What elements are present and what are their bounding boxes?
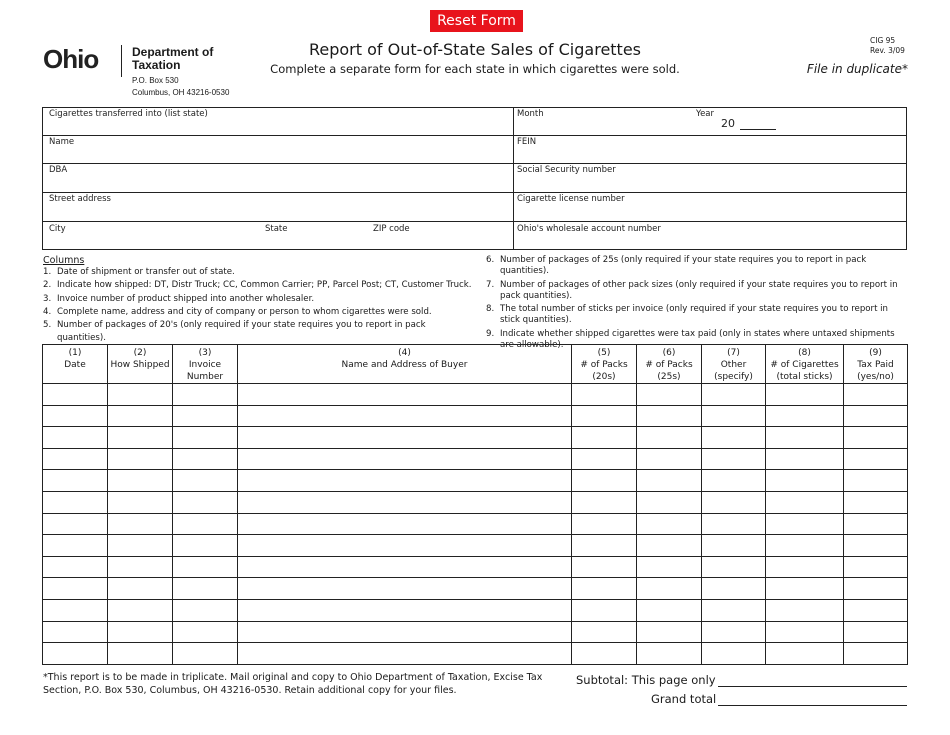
legend-item-number: 8.: [486, 304, 495, 315]
table-cell-input[interactable]: [766, 491, 844, 513]
duplicate-note: File in duplicate*: [806, 62, 908, 76]
table-row: [43, 470, 908, 492]
table-cell-input[interactable]: [766, 621, 844, 643]
table-cell-input[interactable]: [572, 578, 637, 600]
table-row: [43, 578, 908, 600]
table-cell-input[interactable]: [702, 491, 766, 513]
logo-divider: [121, 45, 122, 77]
department-name: [132, 46, 213, 72]
table-cell-input[interactable]: [702, 470, 766, 492]
column-number: (4): [398, 348, 411, 358]
field-year-label: Year: [696, 109, 714, 119]
column-label: # of Packs (20s): [580, 360, 628, 382]
legend-item: [43, 266, 473, 279]
field-ssn[interactable]: Social Security number: [517, 165, 616, 175]
table-cell-input[interactable]: [238, 643, 572, 665]
field-transferred-into[interactable]: Cigarettes transferred into (list state): [49, 109, 208, 119]
address-line1: P.O. Box 530: [132, 76, 179, 85]
table-cell-input[interactable]: [844, 491, 908, 513]
table-cell-input[interactable]: [572, 535, 637, 557]
column-header: [844, 345, 908, 384]
table-cell-input[interactable]: [108, 491, 173, 513]
columns-legend-left: [43, 266, 473, 346]
legend-item: [486, 304, 908, 327]
table-cell-input[interactable]: [43, 384, 108, 406]
table-cell-input[interactable]: [108, 513, 173, 535]
table-cell-input[interactable]: [173, 578, 238, 600]
table-cell-input[interactable]: [572, 448, 637, 470]
column-header: [108, 345, 173, 384]
table-cell-input[interactable]: [572, 405, 637, 427]
form-code: CIG 95: [870, 36, 896, 45]
table-cell-input[interactable]: [702, 599, 766, 621]
table-row: [43, 448, 908, 470]
table-cell-input[interactable]: [766, 599, 844, 621]
legend-item: [486, 280, 908, 303]
table-cell-input[interactable]: [637, 513, 702, 535]
column-label: Tax Paid (yes/no): [857, 360, 894, 382]
table-row: [43, 427, 908, 449]
table-cell-input[interactable]: [844, 535, 908, 557]
table-row: [43, 643, 908, 665]
table-cell-input[interactable]: [844, 384, 908, 406]
table-cell-input[interactable]: [108, 535, 173, 557]
legend-item-text: Number of packages of 20's (only required if your state requires you to report in pack quantities).: [57, 320, 426, 344]
table-cell-input[interactable]: [637, 621, 702, 643]
column-number: (1): [68, 348, 82, 358]
table-cell-input[interactable]: [844, 405, 908, 427]
legend-item: [486, 255, 908, 278]
legend-item-text: Invoice number of product shipped into another wholesaler.: [57, 293, 315, 304]
table-cell-input[interactable]: [173, 513, 238, 535]
table-cell-input[interactable]: [173, 556, 238, 578]
table-cell-input[interactable]: [572, 427, 637, 449]
table-cell-input[interactable]: [238, 470, 572, 492]
column-header: [238, 345, 572, 384]
column-label: # of Cigarettes (total sticks): [770, 360, 839, 382]
table-cell-input[interactable]: [108, 384, 173, 406]
field-wholesale-account[interactable]: Ohio's wholesale account number: [517, 224, 661, 234]
legend-item-text: Complete name, address and city of company or person to whom cigarettes were sold.: [57, 306, 432, 317]
table-cell-input[interactable]: [572, 643, 637, 665]
table-row: [43, 405, 908, 427]
table-cell-input[interactable]: [766, 384, 844, 406]
column-number: (5): [597, 348, 611, 358]
table-cell-input[interactable]: [173, 448, 238, 470]
legend-item: [43, 319, 473, 346]
table-cell-input[interactable]: [766, 535, 844, 557]
table-cell-input[interactable]: [43, 427, 108, 449]
legend-item-number: 3.: [43, 293, 52, 304]
legend-item-number: 6.: [486, 255, 495, 265]
field-street-address[interactable]: Street address: [49, 194, 111, 204]
table-cell-input[interactable]: [108, 427, 173, 449]
table-cell-input[interactable]: [173, 470, 238, 492]
table-cell-input[interactable]: [766, 578, 844, 600]
column-number: (7): [727, 348, 740, 358]
column-number: (6): [662, 348, 676, 358]
field-year-input[interactable]: [740, 129, 776, 130]
field-state[interactable]: State: [265, 224, 288, 234]
table-row: [43, 513, 908, 535]
field-license-number[interactable]: Cigarette license number: [517, 194, 625, 204]
table-cell-input[interactable]: [108, 448, 173, 470]
table-row: [43, 599, 908, 621]
table-cell-input[interactable]: [173, 599, 238, 621]
table-cell-input[interactable]: [637, 405, 702, 427]
table-cell-input[interactable]: [766, 643, 844, 665]
dept-line1: Department of: [132, 45, 214, 59]
table-cell-input[interactable]: [572, 470, 637, 492]
table-cell-input[interactable]: [238, 384, 572, 406]
table-cell-input[interactable]: [173, 643, 238, 665]
column-number: (9): [869, 348, 882, 358]
table-cell-input[interactable]: [43, 470, 108, 492]
column-number: (8): [798, 348, 811, 358]
triplicate-note: *This report is to be made in triplicate. Mail original and copy to Ohio Department of Taxation, Excise Tax Section, P.O. Box 530, Columbus, OH 43216-0530. Retain additional copy for your files.: [43, 672, 543, 696]
legend-item: [43, 306, 473, 319]
field-name[interactable]: Name: [49, 137, 75, 147]
table-cell-input[interactable]: [173, 384, 238, 406]
table-cell-input[interactable]: [637, 556, 702, 578]
table-cell-input[interactable]: [572, 384, 637, 406]
ohio-logo: Ohio: [43, 44, 99, 74]
table-cell-input[interactable]: [844, 556, 908, 578]
table-cell-input[interactable]: [238, 405, 572, 427]
table-cell-input[interactable]: [702, 448, 766, 470]
columns-legend-right: [486, 255, 908, 353]
field-month[interactable]: Month: [517, 109, 544, 119]
legend-item: [43, 293, 473, 306]
field-zip[interactable]: ZIP code: [373, 224, 410, 234]
table-cell-input[interactable]: [637, 470, 702, 492]
table-cell-input[interactable]: [702, 405, 766, 427]
table-cell-input[interactable]: [108, 621, 173, 643]
legend-item-text: The total number of sticks per invoice (only required if your state requires you to report in stick quantities).: [500, 304, 889, 326]
table-cell-input[interactable]: [844, 448, 908, 470]
table-cell-input[interactable]: [637, 599, 702, 621]
table-cell-input[interactable]: [572, 556, 637, 578]
table-cell-input[interactable]: [702, 643, 766, 665]
legend-item-text: Indicate whether shipped cigarettes were tax paid (only in states where untaxed shipments are allowable).: [500, 328, 895, 351]
column-label: # of Packs (25s): [645, 360, 693, 382]
column-label: Date: [64, 360, 86, 370]
table-cell-input[interactable]: [43, 491, 108, 513]
table-cell-input[interactable]: [702, 513, 766, 535]
legend-item-number: 4.: [43, 306, 52, 317]
table-cell-input[interactable]: [637, 427, 702, 449]
sales-table: [42, 344, 908, 665]
legend-item-number: 5.: [43, 320, 52, 331]
grand-total-input[interactable]: [718, 705, 907, 706]
table-cell-input[interactable]: [108, 556, 173, 578]
table-cell-input[interactable]: [238, 448, 572, 470]
table-cell-input[interactable]: [637, 643, 702, 665]
column-header: [43, 345, 108, 384]
field-year-prefix: 20: [721, 117, 735, 130]
table-cell-input[interactable]: [766, 448, 844, 470]
table-cell-input[interactable]: [108, 578, 173, 600]
reset-form-button[interactable]: Reset Form: [430, 10, 523, 32]
table-cell-input[interactable]: [43, 578, 108, 600]
column-header: [173, 345, 238, 384]
table-cell-input[interactable]: [173, 491, 238, 513]
column-number: (2): [133, 348, 147, 358]
table-cell-input[interactable]: [702, 535, 766, 557]
table-cell-input[interactable]: [238, 621, 572, 643]
form-subtitle: Complete a separate form for each state in which cigarettes were sold.: [270, 62, 680, 76]
field-city[interactable]: City: [49, 224, 66, 234]
agency-address: [132, 75, 229, 99]
legend-item-text: Number of packages of 25s (only required if your state requires you to report in pack quantities).: [500, 255, 867, 277]
table-cell-input[interactable]: [702, 427, 766, 449]
table-cell-input[interactable]: [173, 427, 238, 449]
table-row: [43, 491, 908, 513]
table-cell-input[interactable]: [766, 405, 844, 427]
form-title: Report of Out-of-State Sales of Cigarettes: [308, 40, 642, 59]
table-row: [43, 384, 908, 406]
table-cell-input[interactable]: [637, 448, 702, 470]
table-cell-input[interactable]: [766, 556, 844, 578]
legend-item-text: Date of shipment or transfer out of state.: [57, 267, 235, 277]
table-cell-input[interactable]: [844, 599, 908, 621]
table-cell-input[interactable]: [572, 621, 637, 643]
grand-total-label: Grand total: [651, 692, 717, 706]
form-number: [870, 36, 905, 56]
table-cell-input[interactable]: [572, 491, 637, 513]
table-row: [43, 621, 908, 643]
table-cell-input[interactable]: [766, 513, 844, 535]
field-dba[interactable]: DBA: [49, 165, 68, 175]
table-cell-input[interactable]: [238, 599, 572, 621]
table-row: [43, 535, 908, 557]
table-cell-input[interactable]: [108, 599, 173, 621]
form-revision: Rev. 3/09: [870, 46, 905, 55]
table-cell-input[interactable]: [702, 556, 766, 578]
legend-item-number: 9.: [486, 328, 495, 339]
table-cell-input[interactable]: [702, 621, 766, 643]
table-cell-input[interactable]: [43, 405, 108, 427]
table-cell-input[interactable]: [766, 427, 844, 449]
table-cell-input[interactable]: [637, 578, 702, 600]
table-cell-input[interactable]: [43, 535, 108, 557]
legend-item: [43, 279, 473, 292]
table-cell-input[interactable]: [173, 405, 238, 427]
subtotal-input[interactable]: [718, 686, 907, 687]
legend-item-number: 1.: [43, 267, 52, 277]
table-cell-input[interactable]: [572, 513, 637, 535]
table-cell-input[interactable]: [238, 513, 572, 535]
table-cell-input[interactable]: [43, 513, 108, 535]
column-header: [702, 345, 766, 384]
columns-legend-title: Columns: [43, 255, 85, 266]
column-header: [766, 345, 844, 384]
table-cell-input[interactable]: [43, 556, 108, 578]
dept-line2: Taxation: [132, 58, 181, 72]
table-cell-input[interactable]: [702, 384, 766, 406]
column-header: [572, 345, 637, 384]
legend-item-text: Number of packages of other pack sizes (only required if your state requires you to report in pack quantities).: [500, 279, 898, 301]
legend-item-number: 7.: [486, 279, 495, 290]
field-fein[interactable]: FEIN: [517, 137, 537, 147]
table-cell-input[interactable]: [637, 535, 702, 557]
subtotal-label: Subtotal: This page only: [576, 673, 716, 687]
table-cell-input[interactable]: [844, 513, 908, 535]
table-cell-input[interactable]: [43, 448, 108, 470]
table-cell-input[interactable]: [238, 535, 572, 557]
column-label: How Shipped: [110, 360, 170, 370]
table-cell-input[interactable]: [108, 470, 173, 492]
table-cell-input[interactable]: [702, 578, 766, 600]
table-cell-input[interactable]: [844, 427, 908, 449]
table-cell-input[interactable]: [173, 535, 238, 557]
table-cell-input[interactable]: [844, 578, 908, 600]
table-cell-input[interactable]: [238, 556, 572, 578]
table-cell-input[interactable]: [572, 599, 637, 621]
table-cell-input[interactable]: [43, 599, 108, 621]
column-label: Name and Address of Buyer: [341, 360, 468, 370]
column-number: (3): [198, 348, 212, 358]
taxpayer-info-box: [42, 107, 907, 250]
column-label: Other (specify): [714, 360, 753, 382]
column-label: Invoice Number: [186, 360, 224, 382]
table-cell-input[interactable]: [108, 643, 173, 665]
table-cell-input[interactable]: [637, 384, 702, 406]
legend-item-number: 2.: [43, 280, 52, 291]
table-cell-input[interactable]: [238, 427, 572, 449]
table-cell-input[interactable]: [108, 405, 173, 427]
table-cell-input[interactable]: [238, 491, 572, 513]
table-cell-input[interactable]: [43, 643, 108, 665]
column-header: [637, 345, 702, 384]
table-row: [43, 556, 908, 578]
table-cell-input[interactable]: [766, 470, 844, 492]
table-cell-input[interactable]: [844, 643, 908, 665]
table-cell-input[interactable]: [238, 578, 572, 600]
table-cell-input[interactable]: [43, 621, 108, 643]
table-cell-input[interactable]: [844, 621, 908, 643]
address-line2: Columbus, OH 43216-0530: [132, 88, 230, 97]
table-cell-input[interactable]: [637, 491, 702, 513]
legend-item-text: Indicate how shipped: DT, Distr Truck; CC, Common Carrier; PP, Parcel Post; CT, Customer Truck.: [57, 280, 472, 291]
table-cell-input[interactable]: [844, 470, 908, 492]
table-cell-input[interactable]: [173, 621, 238, 643]
